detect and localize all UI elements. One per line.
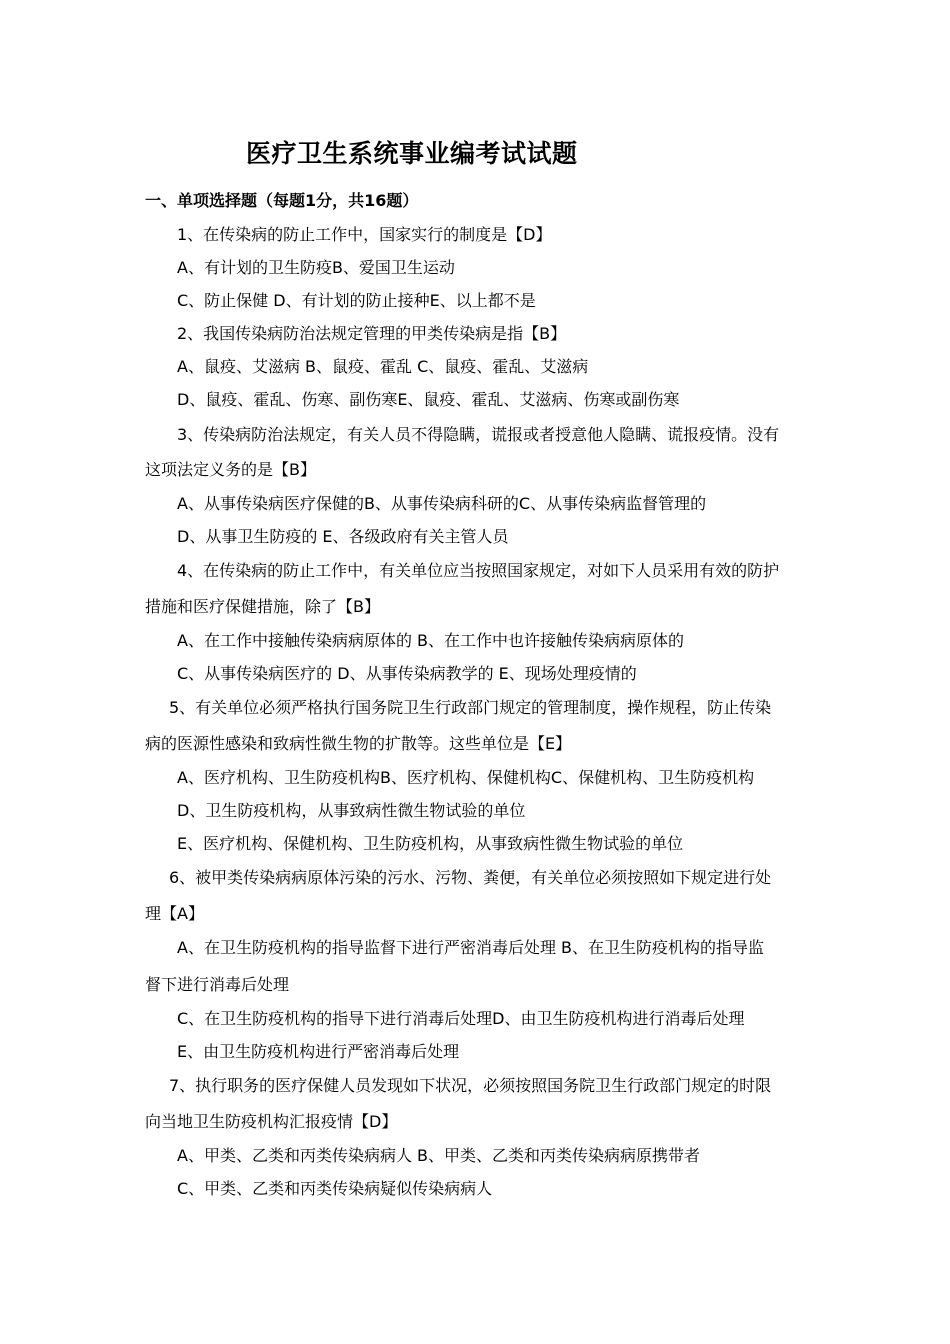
- question-6-options-b: C、在卫生防疫机构的指导下进行消毒后处理D、由卫生防疫机构进行消毒后处理: [177, 1009, 745, 1028]
- question-3-options-a: A、从事传染病医疗保健的B、从事传染病科研的C、从事传染病监督管理的: [177, 494, 707, 513]
- question-4-line-2: 措施和医疗保健措施，除了【B】: [145, 597, 380, 616]
- question-5-options-b: D、卫生防疫机构，从事致病性微生物试验的单位: [177, 801, 526, 820]
- question-7-line-2: 向当地卫生防疫机构汇报疫情【D】: [145, 1112, 398, 1131]
- question-4-line-1: 4、在传染病的防止工作中，有关单位应当按照国家规定，对如下人员采用有效的防护: [177, 561, 780, 580]
- question-1-options-a: A、有计划的卫生防疫B、爱国卫生运动: [177, 258, 455, 277]
- question-2-options-b: D、鼠疫、霍乱、伤寒、副伤寒E、鼠疫、霍乱、艾滋病、伤寒或副伤寒: [177, 390, 680, 409]
- question-7-options-a: A、甲类、乙类和丙类传染病病人 B、甲类、乙类和丙类传染病病原携带者: [177, 1146, 701, 1165]
- question-7-options-b: C、甲类、乙类和丙类传染病疑似传染病病人: [177, 1179, 493, 1198]
- question-2: 2、我国传染病防治法规定管理的甲类传染病是指【B】: [177, 324, 567, 343]
- question-6-options-c: E、由卫生防疫机构进行严密消毒后处理: [177, 1042, 460, 1061]
- question-4-options-a: A、在工作中接触传染病病原体的 B、在工作中也许接触传染病病原体的: [177, 631, 685, 650]
- question-5-options-c: E、医疗机构、保健机构、卫生防疫机构，从事致病性微生物试验的单位: [177, 834, 684, 853]
- section-heading: 一、单项选择题（每题1分，共16题）: [145, 191, 419, 210]
- question-6-options-a: A、在卫生防疫机构的指导监督下进行严密消毒后处理 B、在卫生防疫机构的指导监: [177, 938, 765, 957]
- question-6-options-a-cont: 督下进行消毒后处理: [145, 975, 290, 994]
- question-7-line-1: 7、执行职务的医疗保健人员发现如下状况，必须按照国务院卫生行政部门规定的时限: [169, 1076, 772, 1095]
- question-1: 1、在传染病的防止工作中，国家实行的制度是【D】: [177, 225, 552, 244]
- question-5-line-1: 5、有关单位必须严格执行国务院卫生行政部门规定的管理制度，操作规程，防止传染: [169, 698, 772, 717]
- question-3-line-2: 这项法定义务的是【B】: [145, 460, 316, 479]
- question-3-line-1: 3、传染病防治法规定，有关人员不得隐瞒，谎报或者授意他人隐瞒、谎报疫情。没有: [177, 425, 780, 444]
- question-2-options-a: A、鼠疫、艾滋病 B、鼠疫、霍乱 C、鼠疫、霍乱、艾滋病: [177, 357, 589, 376]
- question-4-options-b: C、从事传染病医疗的 D、从事传染病教学的 E、现场处理疫情的: [177, 664, 637, 683]
- question-5-options-a: A、医疗机构、卫生防疫机构B、医疗机构、保健机构C、保健机构、卫生防疫机构: [177, 768, 755, 787]
- question-3-options-b: D、从事卫生防疫的 E、各级政府有关主管人员: [177, 527, 509, 546]
- page-title: 医疗卫生系统事业编考试试题: [246, 139, 578, 168]
- question-6-line-2: 理【A】: [145, 904, 204, 923]
- question-1-options-b: C、防止保健 D、有计划的防止接种E、以上都不是: [177, 291, 536, 310]
- question-5-line-2: 病的医源性感染和致病性微生物的扩散等。这些单位是【E】: [145, 734, 572, 753]
- question-6-line-1: 6、被甲类传染病病原体污染的污水、污物、粪便，有关单位必须按照如下规定进行处: [169, 868, 772, 887]
